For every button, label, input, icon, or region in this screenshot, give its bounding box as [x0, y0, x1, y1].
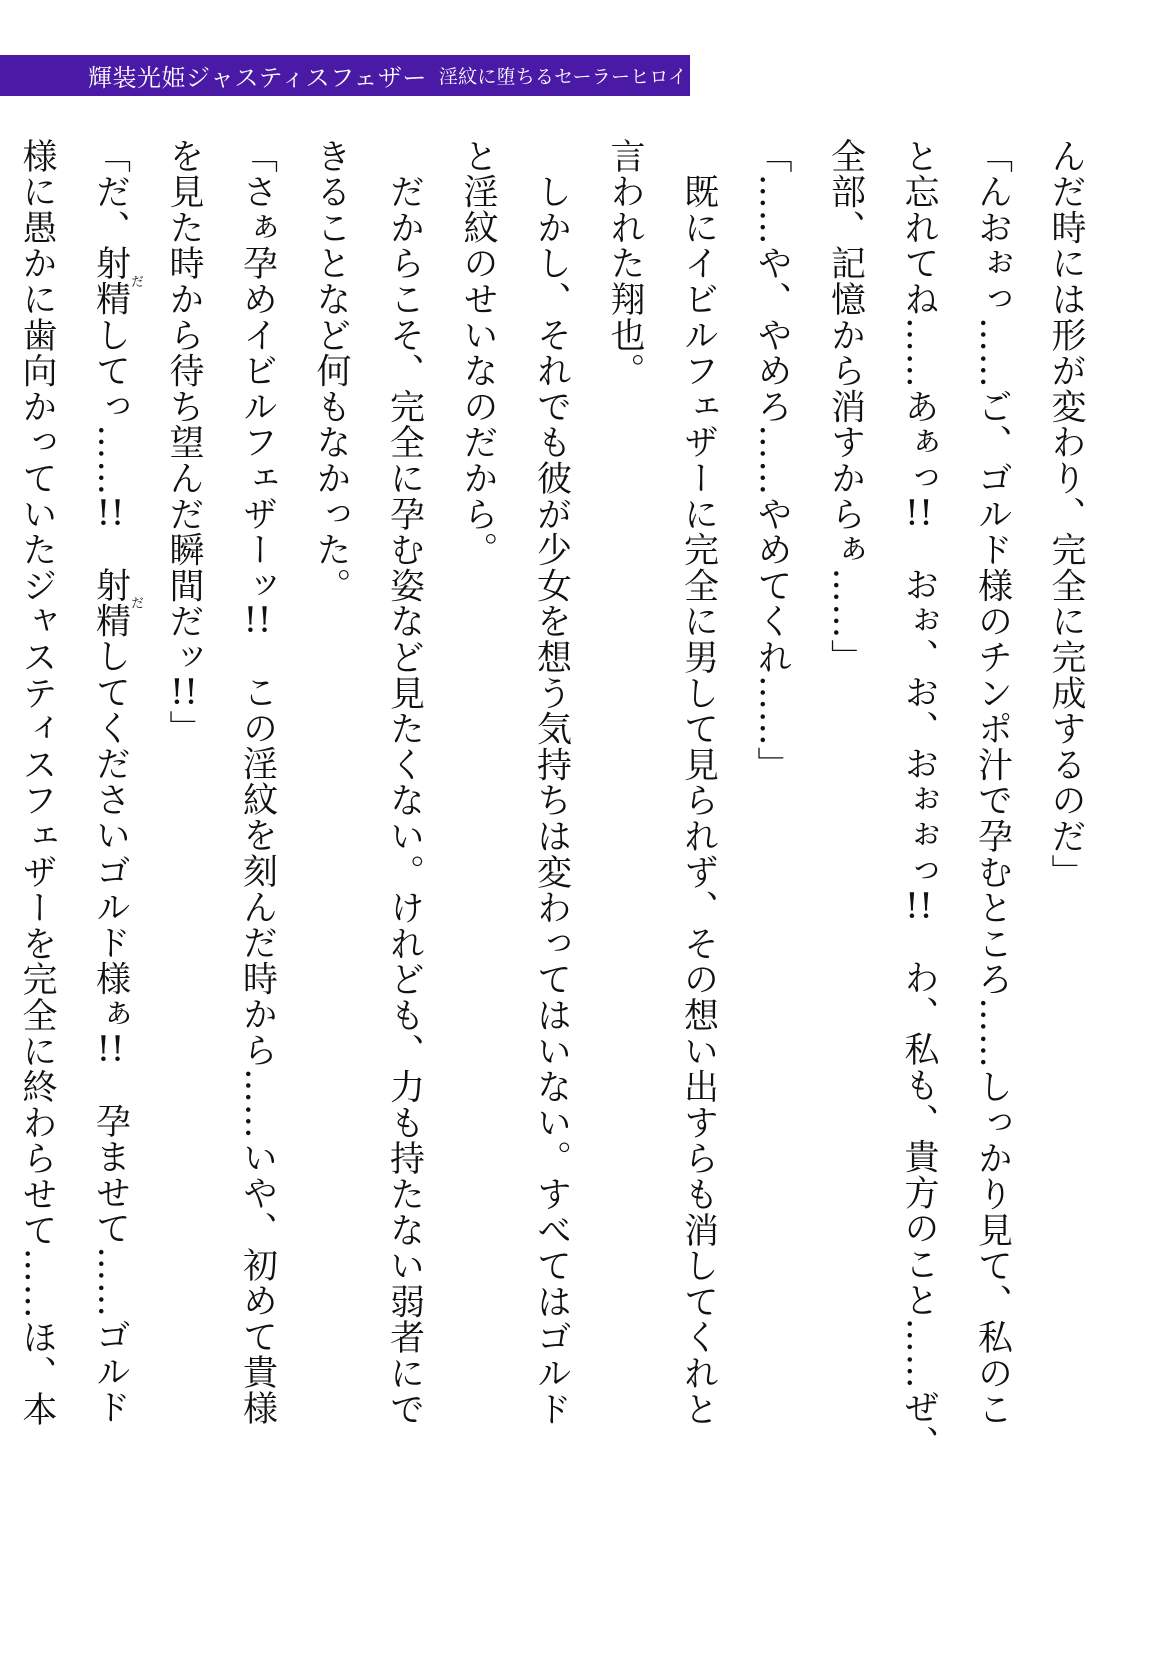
book-title: 輝装光姫ジャスティスフェザー [88, 64, 427, 92]
text-line: 全部、記憶から消すからぁ……」 [825, 138, 866, 675]
text-line: と忘れてね……あぁっ!! おぉ、お、おぉぉっ!! わ、私も、貴方のこと……ぜ、 [899, 138, 939, 1461]
running-header [0, 55, 707, 96]
text-line: 「だ、射精だしてっ……!! 射精だしてくださいゴルド様ぁ!! 孕ませて……ゴルド [90, 138, 143, 1426]
text-line: 「んおぉっ……ご、ゴルド様のチンポ汁で孕むところ……しっかり見て、私のこ [972, 138, 1013, 1427]
text-line: 「さぁ孕めイビルフェザーッ!! この淫紋を刻んだ時から……いや、初めて貴様 [237, 138, 278, 1427]
text-line: を見た時から待ち望んだ瞬間だッ!!」 [164, 138, 204, 746]
text-line: だからこそ、完全に孕む姿など見たくない。けれども、力も持たない弱者にで [384, 138, 425, 1427]
tate-chu-yoko: !! [96, 496, 125, 532]
tate-chu-yoko: !! [904, 496, 934, 531]
tate-chu-yoko: !! [904, 889, 934, 924]
text-line: 様に愚かに歯向かっていたジャスティスフェザーを完全に終わらせて……ほ、本 [17, 138, 57, 1427]
tate-chu-yoko: !! [243, 603, 272, 639]
text-line: と淫紋のせいなのだから。 [458, 138, 498, 568]
text-line: 言われた翔也。 [605, 138, 645, 389]
text-line: んだ時には形が変わり、完全に完成するのだ」 [1046, 138, 1086, 890]
ruby-annotation: 射精だ [90, 245, 143, 318]
text-line: 「……や、やめろ……やめてくれ……」 [752, 138, 792, 783]
tate-chu-yoko: !! [169, 675, 199, 710]
text-line: きることなど何もなかった。 [311, 138, 351, 604]
text-line: 既にイビルフェザーに完全に男して見られず、その想い出すらも消してくれと [678, 138, 719, 1427]
novel-body-text [17, 138, 1102, 1558]
text-line: しかし、それでも彼が少女を想う気持ちは変わってはいない。すべてはゴルド [531, 138, 572, 1427]
ruby-annotation: 射精だ [90, 566, 143, 639]
tate-chu-yoko: !! [96, 1032, 125, 1068]
book-subtitle: 淫紋に堕ちるセーラーヒロイン [438, 66, 707, 88]
